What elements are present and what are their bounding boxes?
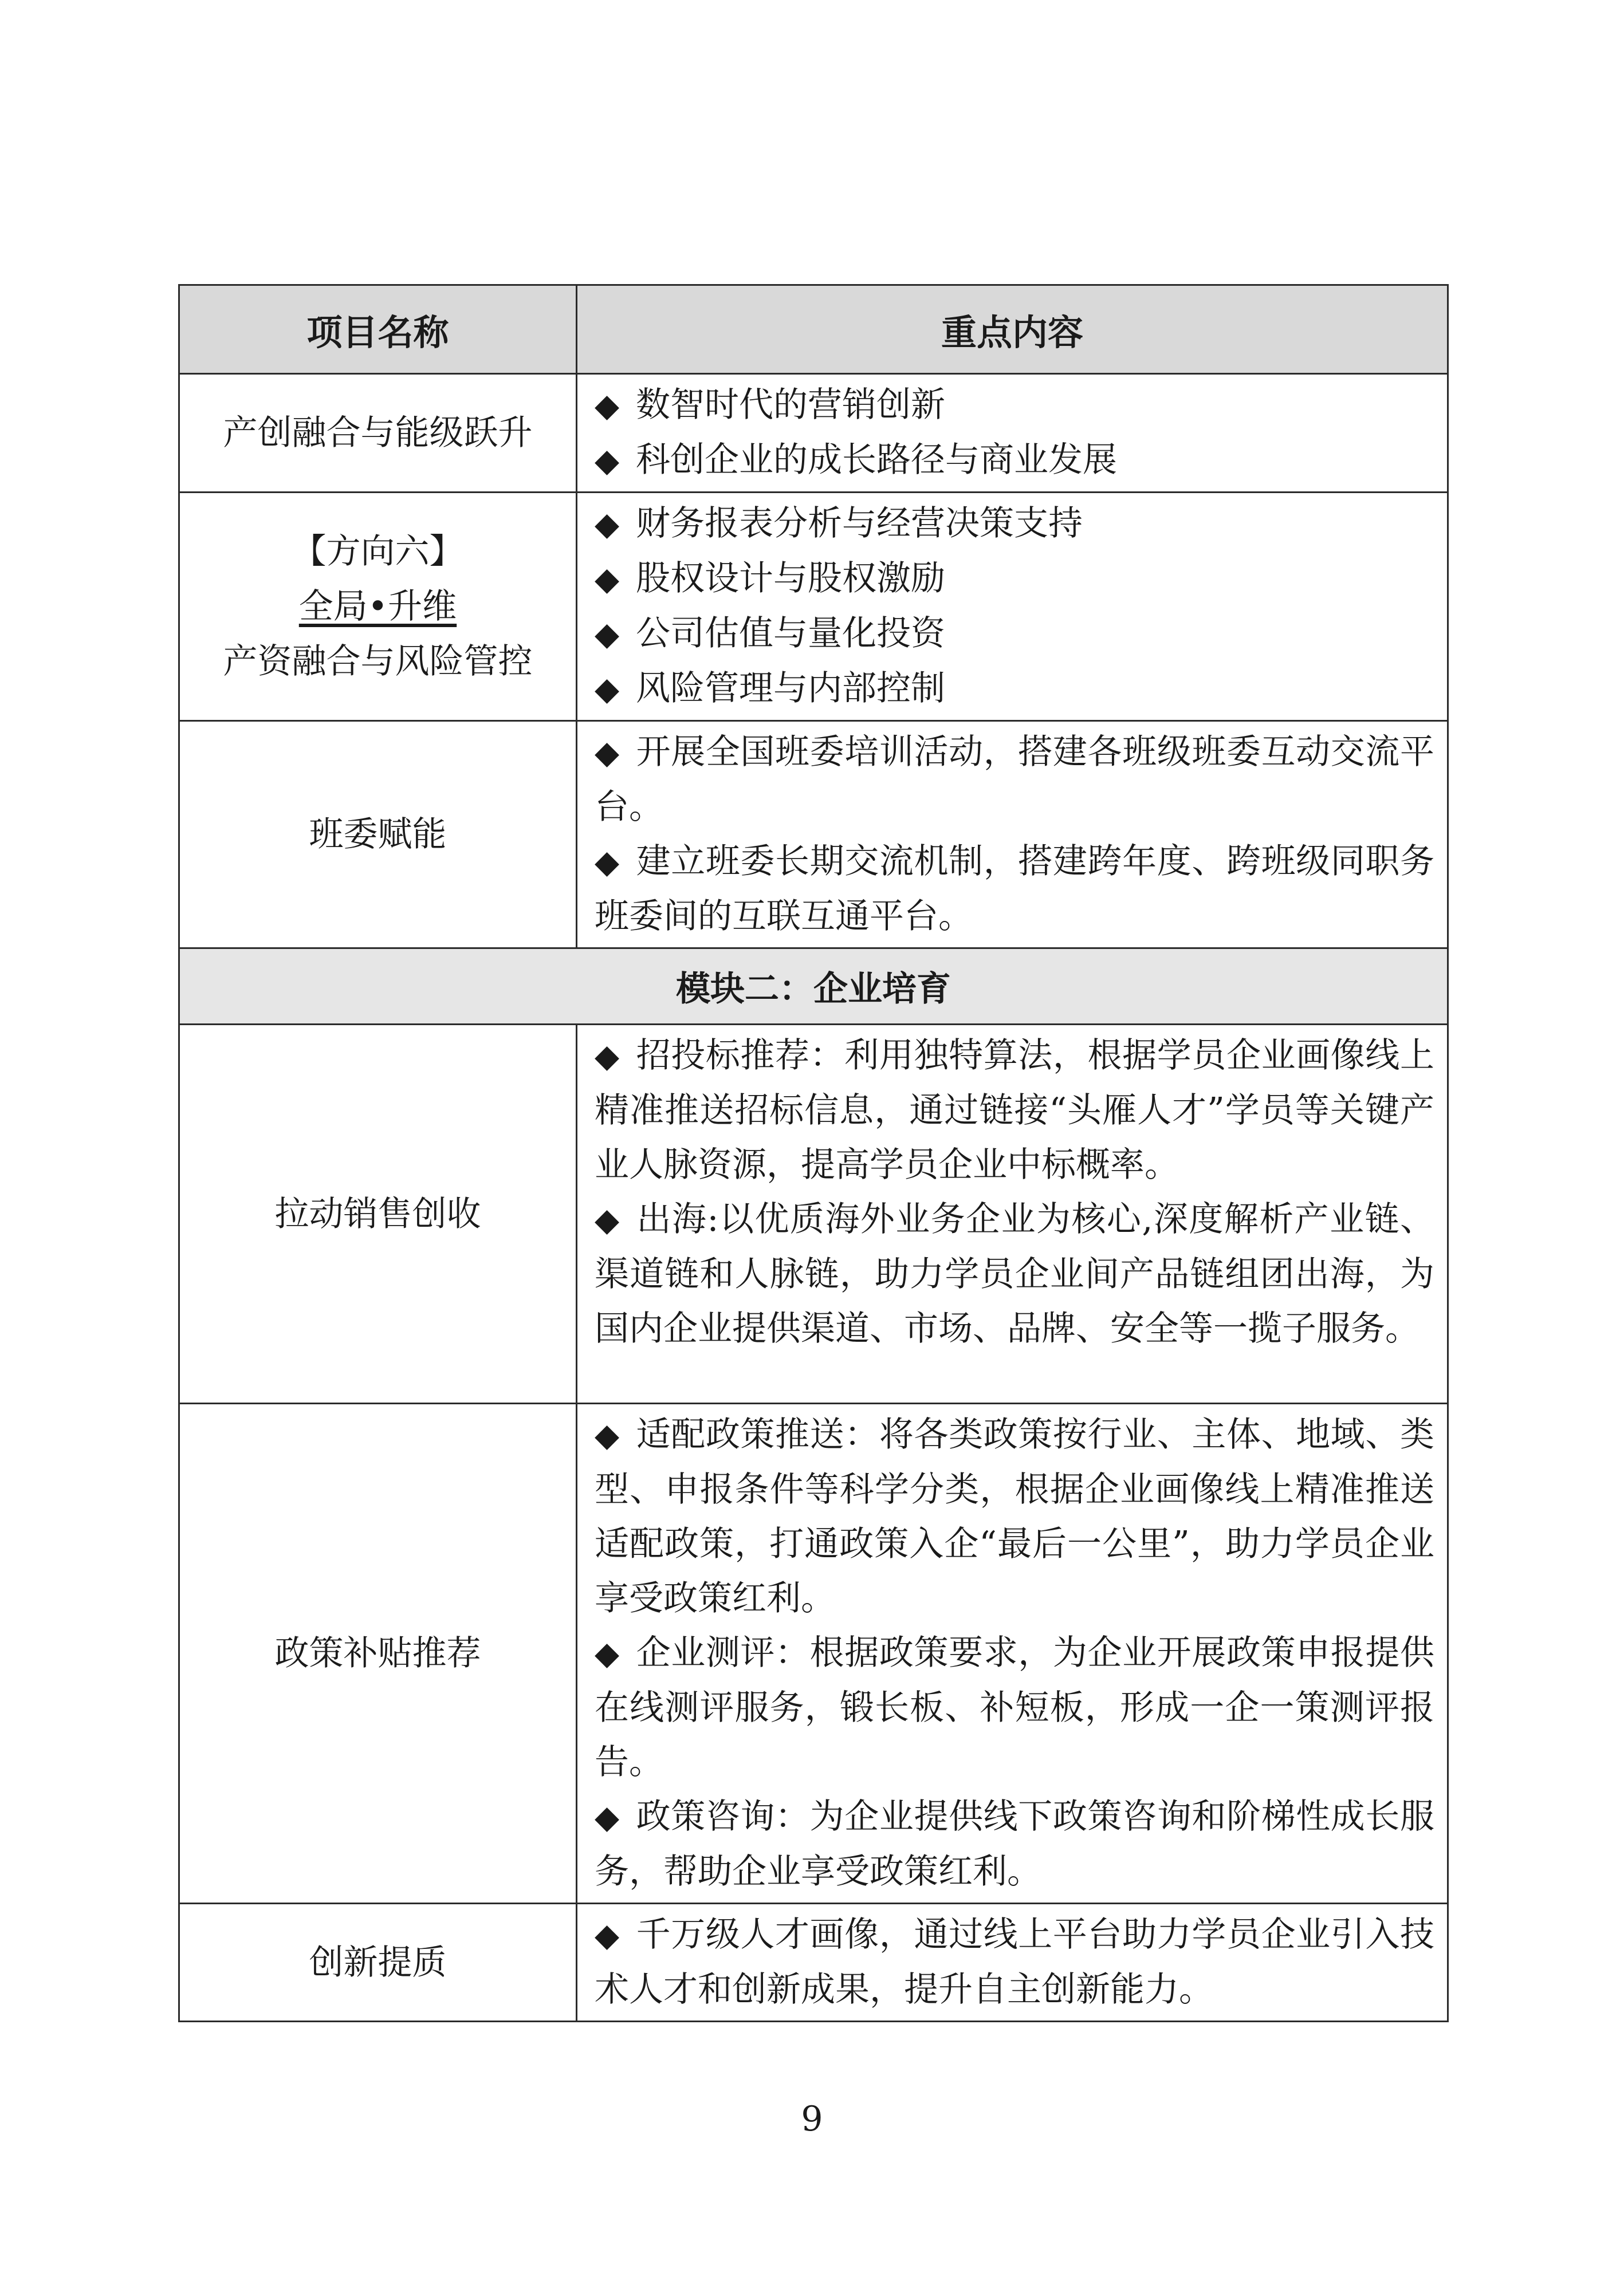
row-content [577, 1904, 1448, 2022]
diamond-bullet-icon: ◆ [595, 671, 620, 708]
diamond-bullet-icon: ◆ [595, 561, 620, 598]
list-item: ◆ 公司估值与量化投资 [595, 607, 1434, 661]
list-item: ◆ 政策咨询：为企业提供线下政策咨询和阶梯性成长服务，帮助企业享受政策红利。 [595, 1790, 1434, 1899]
list-item: ◆ 科创企业的成长路径与商业发展 [595, 433, 1434, 488]
diamond-bullet-icon: ◆ [595, 616, 620, 653]
row-name: 创新提质 [179, 1904, 577, 2022]
diamond-bullet-icon: ◆ [595, 734, 620, 771]
diamond-bullet-icon: ◆ [595, 387, 620, 424]
row-name: 班委赋能 [179, 721, 577, 948]
row-content [577, 374, 1448, 493]
row-content [577, 1025, 1448, 1404]
diamond-bullet-icon: ◆ [595, 1917, 620, 1954]
row-name: 政策补贴推荐 [179, 1404, 577, 1904]
row-content [577, 1404, 1448, 1904]
direction-label: 【方向六】 [292, 531, 464, 572]
header-key-content: 重点内容 [577, 285, 1448, 374]
table-row [179, 1904, 1448, 2022]
header-project-name: 项目名称 [179, 285, 577, 374]
diamond-bullet-icon: ◆ [595, 1635, 620, 1672]
diamond-bullet-icon: ◆ [595, 442, 620, 479]
list-item: ◆ 出海:以优质海外业务企业为核心,深度解析产业链、渠道链和人脉链，助力学员企业间产品链组团出海，为国内企业提供渠道、市场、品牌、安全等一揽子服务。 [595, 1192, 1434, 1356]
row-name: 拉动销售创收 [179, 1025, 577, 1404]
direction-subtitle: 产资融合与风险管控 [223, 641, 533, 682]
list-item: ◆ 企业测评：根据政策要求，为企业开展政策申报提供在线测评服务，锻长板、补短板，形成一企一策测评报告。 [595, 1626, 1434, 1790]
list-item: ◆ 适配政策推送：将各类政策按行业、主体、地域、类型、申报条件等科学分类，根据企业画像线上精准推送适配政策，打通政策入企“最后一公里”，助力学员企业享受政策红利。 [595, 1408, 1434, 1626]
row-name: 产创融合与能级跃升 [179, 374, 577, 493]
list-item: ◆ 千万级人才画像，通过线上平台助力学员企业引入技术人才和创新成果，提升自主创新能力。 [595, 1908, 1434, 2017]
diamond-bullet-icon: ◆ [595, 1038, 620, 1075]
table-row [179, 1404, 1448, 1904]
diamond-bullet-icon: ◆ [595, 506, 620, 543]
module-row [179, 948, 1448, 1025]
table-header-row [179, 285, 1448, 374]
program-table [178, 284, 1449, 2022]
row-content [577, 721, 1448, 948]
module-title: 模块二：企业培育 [179, 948, 1448, 1025]
row-name [179, 493, 577, 721]
row-content [577, 493, 1448, 721]
list-item: ◆ 招投标推荐：利用独特算法，根据学员企业画像线上精准推送招标信息，通过链接“头雁人才”学员等关键产业人脉资源，提高学员企业中标概率。 [595, 1029, 1434, 1192]
direction-title: 全局•升维 [298, 586, 457, 627]
diamond-bullet-icon: ◆ [595, 1417, 620, 1454]
table-row [179, 1025, 1448, 1404]
list-item: ◆ 风险管理与内部控制 [595, 661, 1434, 716]
list-item: ◆ 建立班委长期交流机制，搭建跨年度、跨班级同职务班委间的互联互通平台。 [595, 834, 1434, 944]
list-item: ◆ 股权设计与股权激励 [595, 552, 1434, 607]
diamond-bullet-icon: ◆ [595, 844, 620, 881]
page-number: 9 [801, 2099, 823, 2139]
list-item: ◆ 数智时代的营销创新 [595, 378, 1434, 433]
list-item: ◆ 财务报表分析与经营决策支持 [595, 497, 1434, 552]
diamond-bullet-icon: ◆ [595, 1799, 620, 1836]
diamond-bullet-icon: ◆ [595, 1202, 620, 1239]
list-item: ◆ 开展全国班委培训活动，搭建各班级班委互动交流平台。 [595, 725, 1434, 834]
table-row [179, 493, 1448, 721]
table-row [179, 374, 1448, 493]
table-row [179, 721, 1448, 948]
